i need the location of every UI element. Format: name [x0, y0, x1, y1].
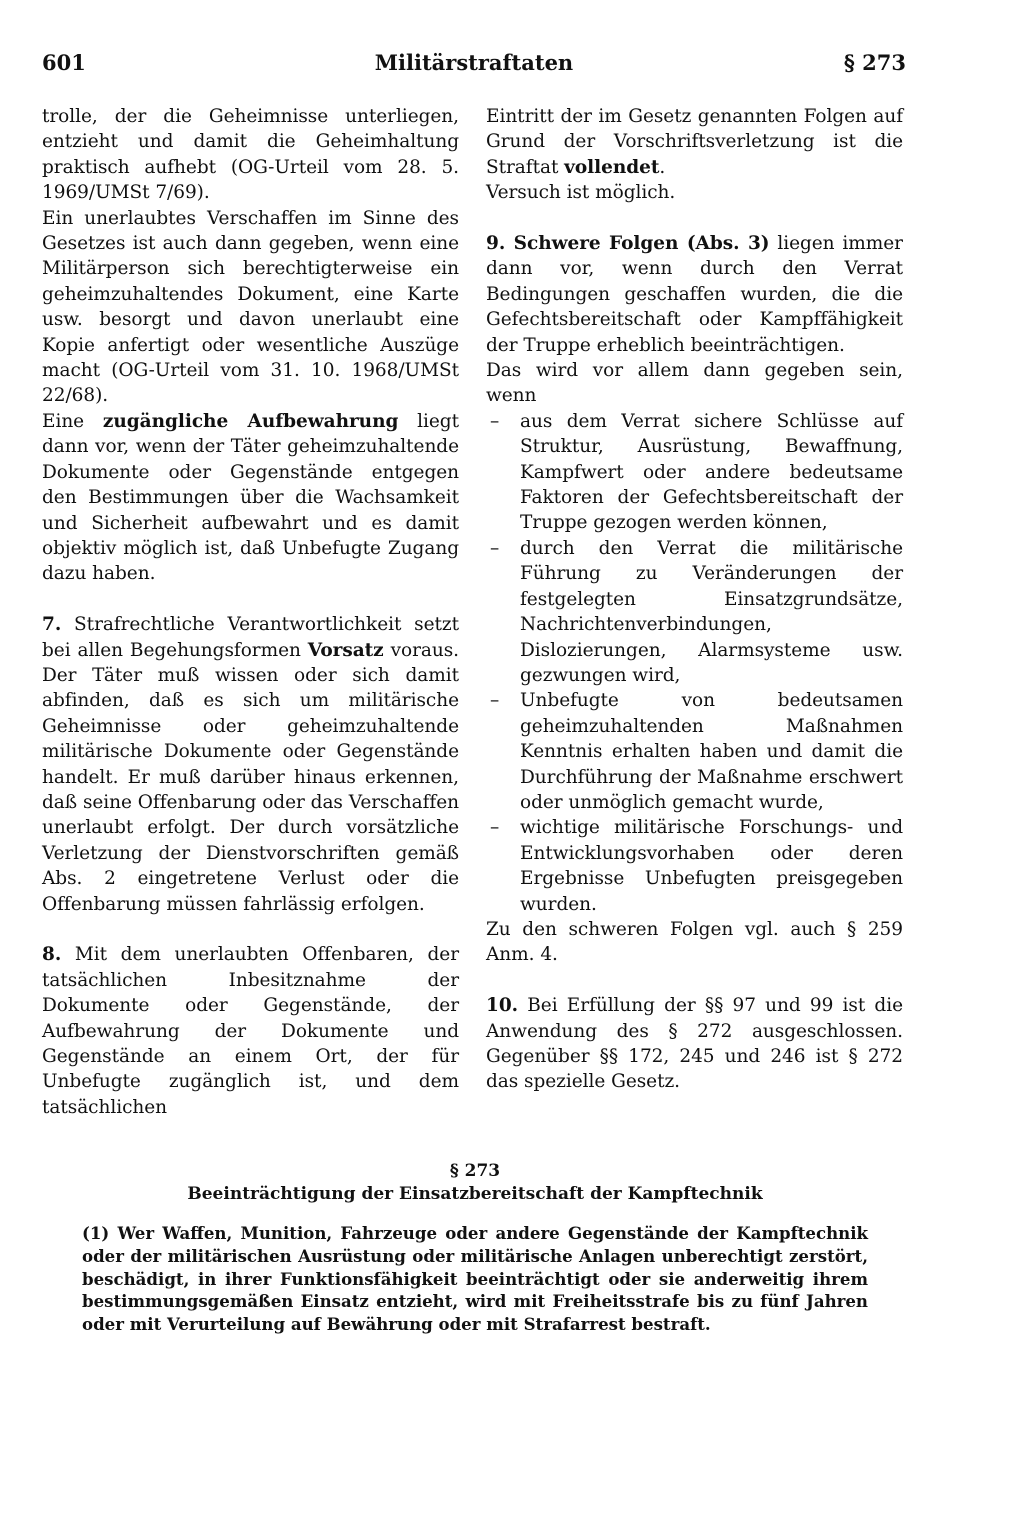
list-item: – durch den Verrat die militärische Führung zu Veränderungen der festgelegten Einsatzgrundsätze, Nachrichtenverbindungen, Dislozierungen, Alarmsysteme usw. gezwungen wird, — [486, 536, 903, 688]
section-marker: § 273 — [843, 50, 906, 75]
paragraph: Eine zugängliche Aufbewahrung liegt dann vor, wenn der Täter geheimzuhaltende Dokumente oder Gegenstände entgegen den Bestimmungen über die Wachsamkeit und Sicherheit aufbewahrt und es damit objektiv möglich ist, daß Unbefugte Zugang dazu haben. — [42, 410, 459, 585]
dash-list — [486, 409, 903, 917]
paragraph: Eintritt der im Gesetz genannten Folgen auf Grund der Vorschriftsverletzung ist die Straftat vollendet. — [486, 106, 903, 178]
note-10: 10. Bei Erfüllung der §§ 97 und 99 ist die Anwendung des § 272 ausgeschlossen. Gegenüber §§ 172, 245 und 246 ist § 272 das spezielle Gesetz. — [486, 995, 903, 1093]
page-number: 601 — [42, 50, 86, 75]
note-9: 9. Schwere Folgen (Abs. 3) liegen immer dann vor, wenn durch den Verrat Bedingungen geschaffen wurden, die die Gefechtsbereitschaft oder Kampffähigkeit der Truppe erheblich beeinträchtigen. — [486, 233, 903, 356]
paragraph: trolle, der die Geheimnisse unterliegen, entzieht und damit die Geheimhaltung praktisch aufhebt (OG-Urteil vom 28. 5. 1969/UMSt 7/69). — [42, 106, 459, 204]
section-text: (1) Wer Waffen, Munition, Fahrzeuge oder andere Gegenstände der Kampftechnik oder der militärischen Ausrüstung oder militärische Anlagen unberechtigt zerstört, beschädigt, in ihrer Funktionsfähigkeit beeinträchtigt oder sie anderweitig ihrem bestimmungsgemäßen Einsatz entzieht, wird mit Freiheitsstrafe bis zu fünf Jahren oder mit Verurteilung auf Bewährung oder mit Strafarrest bestraft. — [82, 1223, 868, 1335]
running-title: Militärstraftaten — [374, 50, 574, 75]
list-item: – wichtige militärische Forschungs- und Entwicklungsvorhaben oder deren Ergebnisse Unbefugten preisgegeben wurden. — [486, 815, 903, 917]
note-number: 8. — [42, 944, 62, 966]
page-header — [42, 50, 906, 82]
paragraph: Zu den schweren Folgen vgl. auch § 259 Anm. 4. — [486, 918, 903, 966]
list-item: – aus dem Verrat sichere Schlüsse auf Struktur, Ausrüstung, Bewaffnung, Kampfwert oder andere bedeutsame Faktoren der Gefechtsbereitschaft der Truppe gezogen werden können, — [486, 409, 903, 536]
note-number: 7. — [42, 614, 62, 636]
note-number: 9. — [486, 233, 506, 255]
note-7: 7. Strafrechtliche Verantwortlichkeit setzt bei allen Begehungsformen Vorsatz voraus. Der Täter muß wissen oder sich damit abfinden, daß es sich um militärische Geheimnisse oder geheimzuhaltende militärische Dokumente oder Gegenstände handelt. Er muß darüber hinaus erkennen, daß seine Offenbarung oder das Verschaffen unerlaubt erfolgt. Der durch vorsätzliche Verletzung der Dienstvorschriften gemäß Abs. 2 eingetretene Verlust oder die Offenbarung müssen fahrlässig erfolgen. — [42, 614, 459, 915]
bold-term: zugängliche Aufbewahrung — [102, 410, 399, 432]
bold-term: Vorsatz — [307, 639, 384, 661]
right-column — [486, 104, 903, 1095]
paragraph: Versuch ist möglich. — [486, 182, 676, 204]
statute-section — [82, 1160, 868, 1336]
bold-term: vollendet — [564, 156, 660, 178]
left-column — [42, 104, 459, 1120]
section-number: § 273 — [449, 1161, 501, 1181]
bold-term: Schwere Folgen (Abs. 3) — [505, 233, 770, 255]
list-item: – Unbefugte von bedeutsamen geheimzuhaltenden Maßnahmen Kenntnis erhalten haben und damit die Durchführung der Maßnahme erschwert oder unmöglich gemacht wurde, — [486, 688, 903, 815]
section-title: Beeinträchtigung der Einsatzbereitschaft der Kampftechnik — [187, 1184, 763, 1204]
note-number: 10. — [486, 995, 519, 1017]
paragraph: Das wird vor allem dann gegeben sein, wenn — [486, 360, 903, 407]
paragraph: Ein unerlaubtes Verschaffen im Sinne des Gesetzes ist auch dann gegeben, wenn eine Militärperson sich berechtigterweise ein geheimzuhaltendes Dokument, eine Karte usw. besorgt und davon unerlaubt eine Kopie anfertigt oder wesentliche Auszüge macht (OG-Urteil vom 31. 10. 1968/UMSt 22/68). — [42, 207, 459, 407]
note-8: 8. Mit dem unerlaubten Offenbaren, der tatsächlichen Inbesitznahme der Dokumente oder Gegenstände, der Aufbewahrung der Dokumente und Gegenstände an einem Ort, der für Unbefugte zugänglich ist, und dem tatsächlichen — [42, 944, 459, 1118]
